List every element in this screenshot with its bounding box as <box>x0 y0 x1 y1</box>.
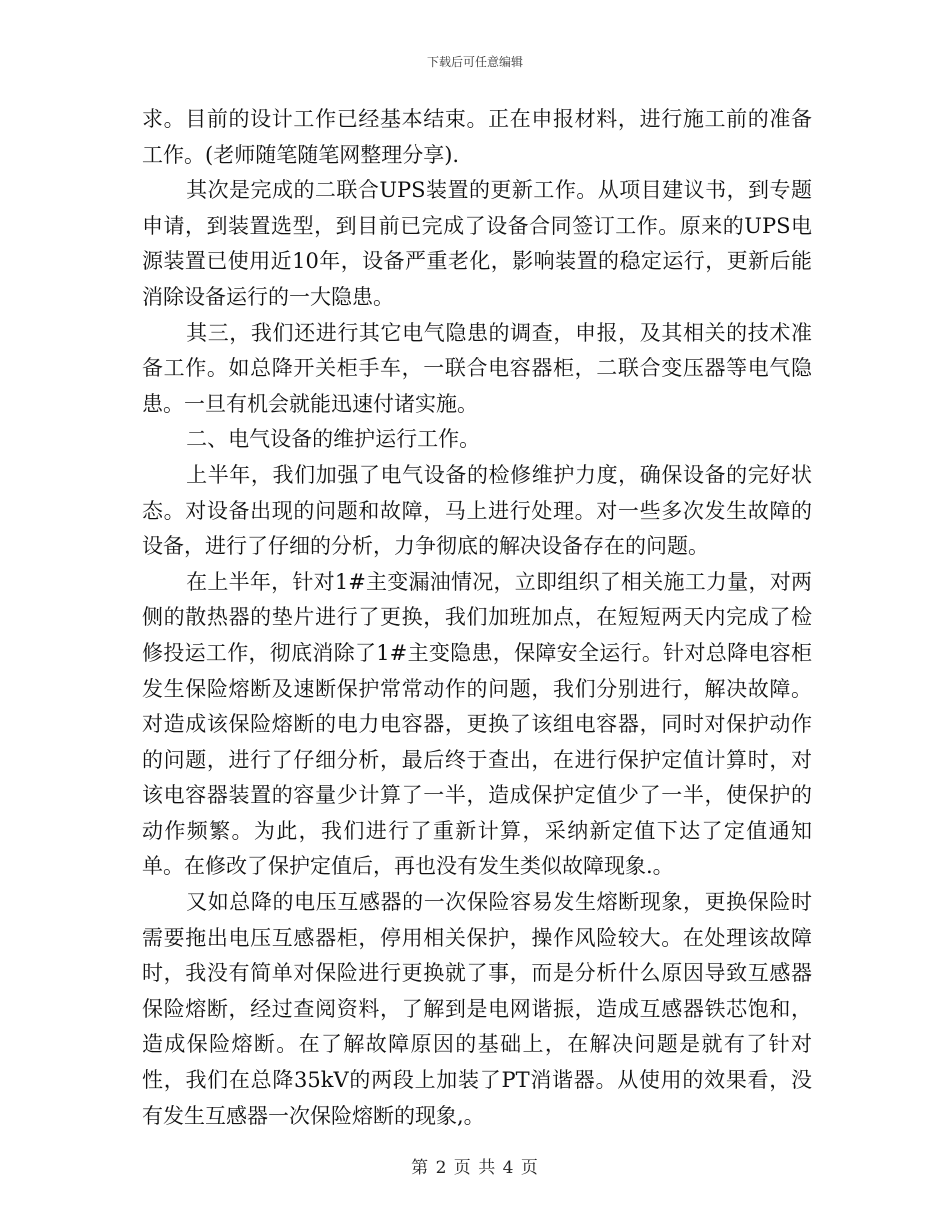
page-number: 第 2 页 共 4 页 <box>411 1158 539 1178</box>
document-body <box>142 102 812 1134</box>
paragraph-transformer-repair: 在上半年，针对1#主变漏油情况，立即组织了相关施工力量，对两侧的散热器的垫片进行了更换，我们加班加点，在短短两天内完成了检修投运工作，彻底消除了1#主变隐患，保障安全运行。针对总降电容柜发生保险熔断及速断保护常常动作的问题，我们分别进行，解决故障。对造成该保险熔断的电力电容器，更换了该组电容器，同时对保护动作的问题，进行了仔细分析，最后终于查出，在进行保护定值计算时，对该电容器装置的容量少计算了一半，造成保护定值少了一半，使保护的动作频繁。为此，我们进行了重新计算，采纳新定值下达了定值通知单。在修改了保护定值后，再也没有发生类似故障现象.。 <box>142 569 812 879</box>
paragraph-continuation: 求。目前的设计工作已经基本结束。正在申报材料，进行施工前的准备工作。(老师随笔随笔网整理分享). <box>142 107 812 167</box>
page-header: 下载后可任意编辑 <box>426 55 523 69</box>
paragraph-ups-update: 其次是完成的二联合UPS装置的更新工作。从项目建议书，到专题申请，到装置选型，到目前已完成了设备合同签订工作。原来的UPS电源装置已使用近10年，设备严重老化，影响装置的稳定运行，更新后能消除设备运行的一大隐患。 <box>142 178 812 309</box>
section-heading-maintenance: 二、电气设备的维护运行工作。 <box>186 427 481 452</box>
paragraph-maintenance-summary: 上半年，我们加强了电气设备的检修维护力度，确保设备的完好状态。对设备出现的问题和故障，马上进行处理。对一些多次发生故障的设备，进行了仔细的分析，力争彻底的解决设备存在的问题。 <box>142 462 812 559</box>
paragraph-voltage-transformer: 又如总降的电压互感器的一次保险容易发生熔断现象，更换保险时需要拖出电压互感器柜，停用相关保护，操作风险较大。在处理该故障时，我没有简单对保险进行更换就了事，而是分析什么原因导致互感器保险熔断，经过查阅资料，了解到是电网谐振，造成互感器铁芯饱和，造成保险熔断。在了解故障原因的基础上，在解决问题是就有了针对性，我们在总降35kV的两段上加装了PT消谐器。从使用的效果看，没有发生互感器一次保险熔断的现象,。 <box>142 890 812 1128</box>
paragraph-other-hazards: 其三，我们还进行其它电气隐患的调查，申报，及其相关的技术准备工作。如总降开关柜手车，一联合电容器柜，二联合变压器等电气隐患。一旦有机会就能迅速付诸实施。 <box>142 320 812 416</box>
